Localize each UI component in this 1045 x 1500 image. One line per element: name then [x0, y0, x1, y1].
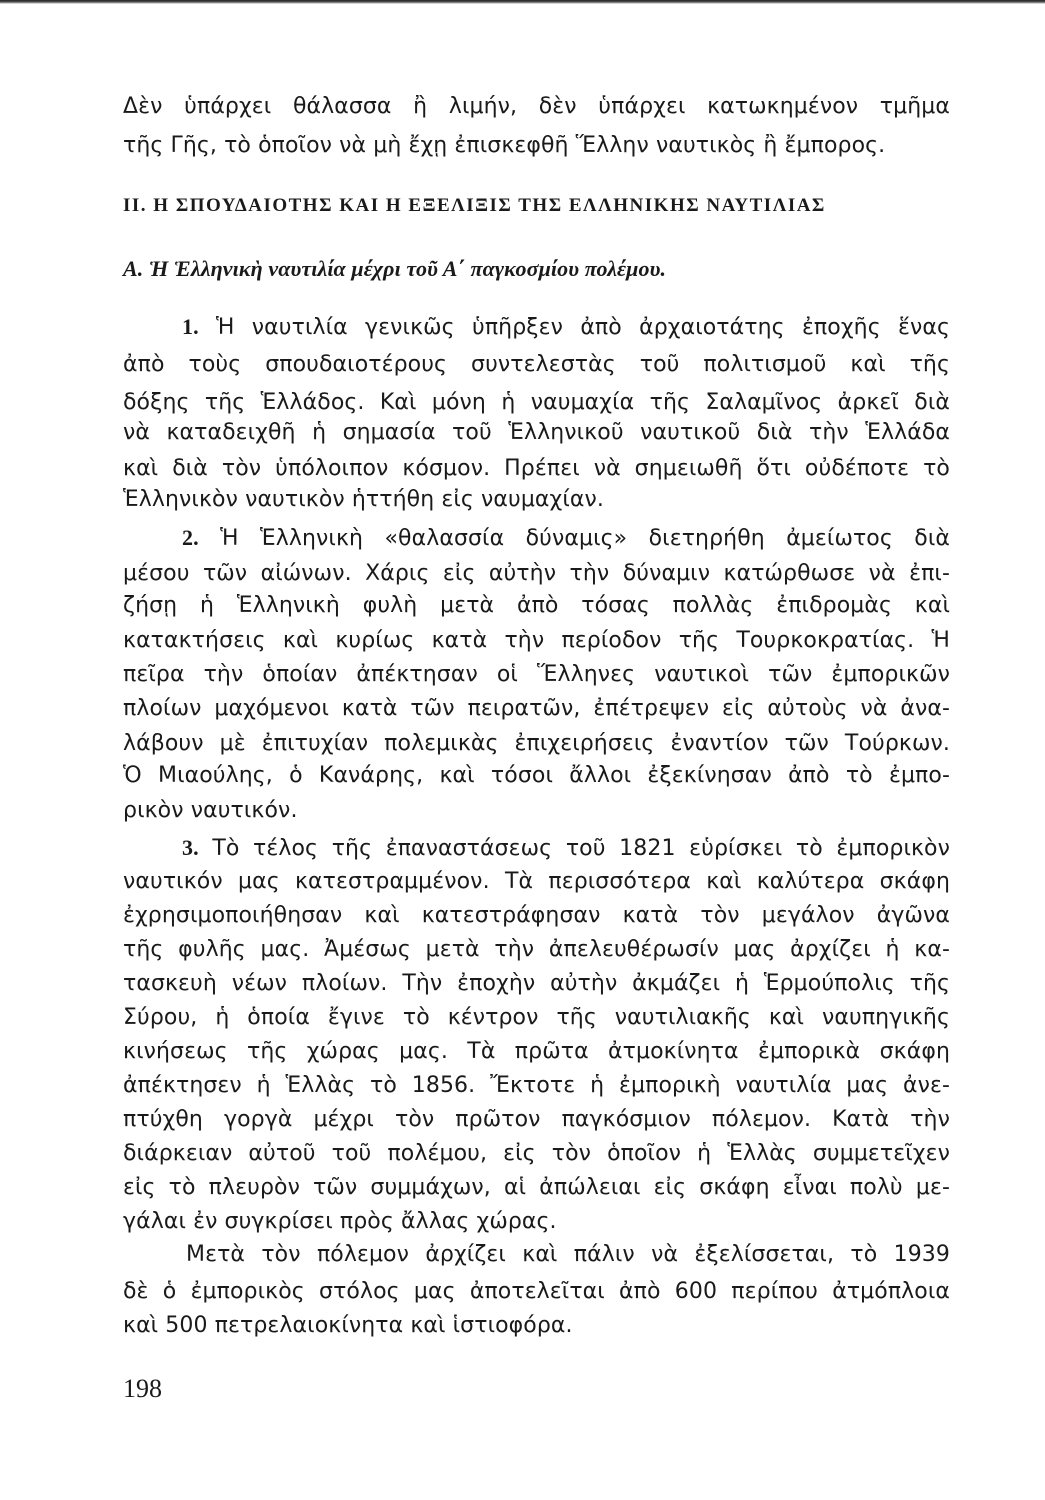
paragraph-3-line-3: ἐχρησιμοποιήθησαν καὶ κατεστράφησαν κατὰ τὸν μεγάλον ἀγῶνα	[123, 903, 950, 928]
paragraph-number: 1.	[182, 314, 199, 339]
paragraph-4-line-3: καὶ 500 πετρελαιοκίνητα καὶ ἱστιοφόρα.	[123, 1313, 573, 1338]
paragraph-3-line-4: τῆς φυλῆς μας. Ἀμέσως μετὰ τὴν ἀπελευθέρωσίν μας ἀρχίζει ἡ κα-	[123, 937, 950, 962]
paragraph-2-line-7: λάβουν μὲ ἐπιτυχίαν πολεμικὰς ἐπιχειρήσεις ἐναντίον τῶν Τούρκων.	[123, 731, 950, 756]
paragraph-3-line-1: Τὸ τέλος τῆς ἐπαναστάσεως τοῦ 1821 εὑρίσκει τὸ ἐμπορικὸν	[212, 836, 951, 861]
paragraph-4-line-1: Μετὰ τὸν πόλεμον ἀρχίζει καὶ πάλιν νὰ ἐξελίσσεται, τὸ 1939	[186, 1242, 950, 1267]
paragraph-2-line-9: ρικὸν ναυτικόν.	[123, 798, 298, 823]
paragraph-1-first-line	[182, 312, 950, 343]
paragraph-3-line-9: πτύχθη γοργὰ μέχρι τὸν πρῶτον παγκόσμιον πόλεμον. Κατὰ τὴν	[123, 1107, 950, 1132]
paragraph-3-line-5: τασκευὴ νέων πλοίων. Τὴν ἐποχὴν αὐτὴν ἀκμάζει ἡ Ἑρμούπολις τῆς	[123, 971, 950, 996]
paragraph-3-line-6: Σύρου, ἡ ὁποία ἔγινε τὸ κέντρον τῆς ναυτιλιακῆς καὶ ναυπηγικῆς	[123, 1005, 950, 1030]
paragraph-3-line-11: εἰς τὸ πλευρὸν τῶν συμμάχων, αἱ ἀπώλειαι εἰς σκάφη εἶναι πολὺ με-	[123, 1175, 950, 1200]
paragraph-3-line-10: διάρκειαν αὐτοῦ τοῦ πολέμου, εἰς τὸν ὁποῖον ἡ Ἑλλὰς συμμετεῖχεν	[123, 1141, 950, 1166]
paragraph-number: 2.	[182, 525, 199, 550]
paragraph-1-line-4: νὰ καταδειχθῆ ἡ σημασία τοῦ Ἑλληνικοῦ ναυτικοῦ διὰ τὴν Ἑλλάδα	[123, 420, 950, 445]
paragraph-2-line-2: μέσου τῶν αἰώνων. Χάρις εἰς αὐτὴν τὴν δύναμιν κατώρθωσε νὰ ἐπι-	[123, 561, 950, 586]
paragraph-3-line-12: γάλαι ἐν συγκρίσει πρὸς ἄλλας χώρας.	[123, 1209, 557, 1234]
paragraph-1-line-5: καὶ διὰ τὸν ὑπόλοιπον κόσμον. Πρέπει νὰ σημειωθῆ ὅτι οὐδέποτε τὸ	[123, 456, 950, 481]
paragraph-number: 3.	[182, 835, 199, 860]
paragraph-2-first-line	[182, 523, 950, 554]
paragraph-2-line-1: Ἡ Ἑλληνικὴ «θαλασσία δύναμις» διετηρήθη ἀμείωτος διὰ	[220, 526, 951, 551]
intro-line-2: τῆς Γῆς, τὸ ὁποῖον νὰ μὴ ἔχῃ ἐπισκεφθῆ Ἕλλην ναυτικὸς ἢ ἔμπορος.	[123, 133, 886, 158]
section-heading: II. Η ΣΠΟΥΔΑΙΟΤΗΣ ΚΑΙ Η ΕΞΕΛΙΞΙΣ ΤΗΣ ΕΛΛΗΝΙΚΗΣ ΝΑΥΤΙΛΙΑΣ	[123, 195, 826, 216]
paragraph-2-line-8: Ὁ Μιαούλης, ὁ Κανάρης, καὶ τόσοι ἄλλοι ἐξεκίνησαν ἀπὸ τὸ ἐμπο-	[123, 763, 950, 788]
paragraph-3-line-8: ἀπέκτησεν ἡ Ἑλλὰς τὸ 1856. Ἔκτοτε ἡ ἐμπορικὴ ναυτιλία μας ἀνε-	[123, 1073, 950, 1098]
paragraph-3-line-7: κινήσεως τῆς χώρας μας. Τὰ πρῶτα ἀτμοκίνητα ἐμπορικὰ σκάφη	[123, 1039, 950, 1064]
paragraph-1-line-3: δόξης τῆς Ἑλλάδος. Καὶ μόνη ἡ ναυμαχία τῆς Σαλαμῖνος ἀρκεῖ διὰ	[123, 390, 950, 415]
paragraph-2-line-5: πεῖρα τὴν ὁποίαν ἀπέκτησαν οἱ Ἕλληνες ναυτικοὶ τῶν ἐμπορικῶν	[123, 662, 950, 687]
paragraph-1-line-6: Ἑλληνικὸν ναυτικὸν ἡττήθη εἰς ναυμαχίαν.	[123, 487, 604, 512]
paragraph-3-line-2: ναυτικόν μας κατεστραμμένον. Τὰ περισσότερα καὶ καλύτερα σκάφη	[123, 869, 950, 894]
paragraph-2-line-6: πλοίων μαχόμενοι κατὰ τῶν πειρατῶν, ἐπέτρεψεν εἰς αὐτοὺς νὰ ἀνα-	[123, 696, 950, 721]
page-number: 198	[123, 1374, 162, 1403]
paragraph-3-first-line	[182, 833, 950, 864]
intro-line-1: Δὲν ὑπάρχει θάλασσα ἢ λιμήν, δὲν ὑπάρχει κατωκημένον τμῆμα	[123, 94, 950, 119]
paragraph-1-line-1: Ἡ ναυτιλία γενικῶς ὑπῆρξεν ἀπὸ ἀρχαιοτάτης ἐποχῆς ἕνας	[216, 315, 950, 340]
section-subheading: Α. Ἡ Ἑλληνικὴ ναυτιλία μέχρι τοῦ Α΄ παγκοσμίου πολέμου.	[123, 256, 667, 281]
paragraph-4-line-2: δὲ ὁ ἐμπορικὸς στόλος μας ἀποτελεῖται ἀπὸ 600 περίπου ἀτμόπλοια	[123, 1279, 950, 1304]
top-edge-rule	[0, 0, 1045, 4]
paragraph-2-line-3: ζήσῃ ἡ Ἑλληνικὴ φυλὴ μετὰ ἀπὸ τόσας πολλὰς ἐπιδρομὰς καὶ	[123, 593, 950, 618]
paragraph-1-line-2: ἀπὸ τοὺς σπουδαιοτέρους συντελεστὰς τοῦ πολιτισμοῦ καὶ τῆς	[123, 352, 950, 377]
paragraph-2-line-4: κατακτήσεις καὶ κυρίως κατὰ τὴν περίοδον τῆς Τουρκοκρατίας. Ἡ	[123, 628, 950, 653]
